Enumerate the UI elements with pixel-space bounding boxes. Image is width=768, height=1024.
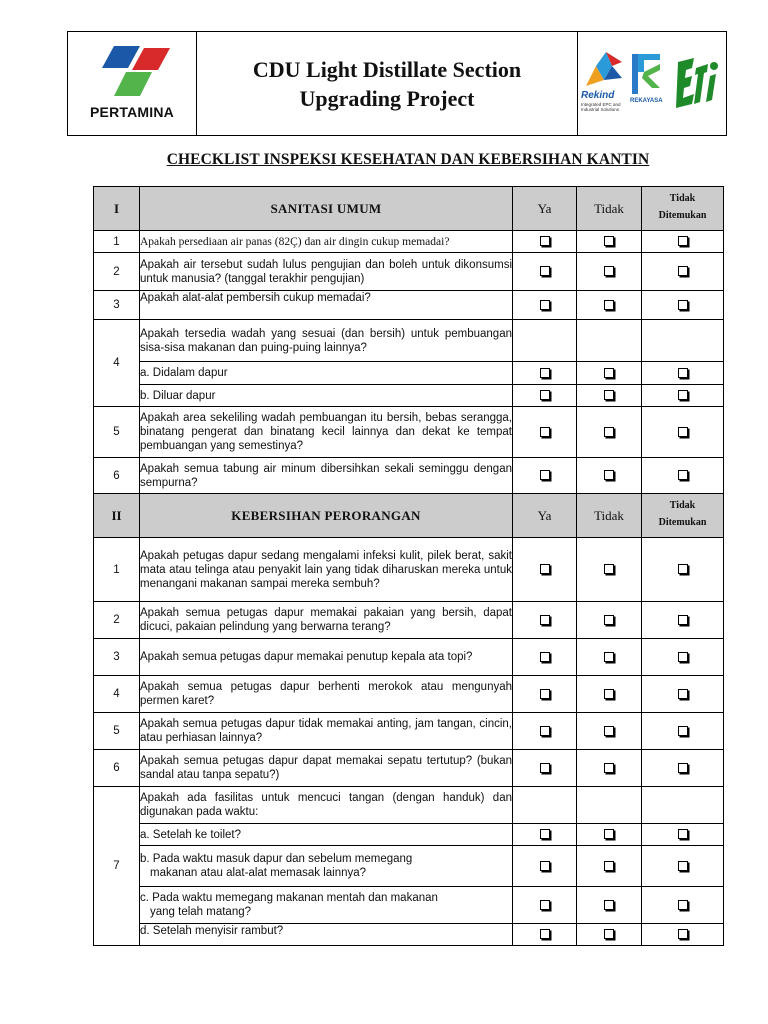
item-subquestion: d. Setelah menyisir rambut? bbox=[140, 924, 513, 946]
column-header-not-found bbox=[642, 494, 724, 538]
table-row bbox=[94, 538, 724, 602]
table-row bbox=[94, 407, 724, 458]
column-header-not-found-line2: Ditemukan bbox=[658, 209, 707, 221]
checkbox-yes[interactable] bbox=[540, 470, 550, 480]
checkbox-yes[interactable] bbox=[540, 652, 550, 662]
table-row bbox=[94, 320, 724, 362]
checkbox-no[interactable] bbox=[604, 689, 614, 699]
section-number: I bbox=[94, 187, 140, 231]
checkbox-not-found[interactable] bbox=[678, 427, 688, 437]
project-title bbox=[197, 32, 577, 135]
checkbox-yes[interactable] bbox=[540, 427, 550, 437]
checkbox-not-found[interactable] bbox=[678, 900, 688, 910]
item-question: Apakah persediaan air panas (82Ç) dan air dingin cukup memadai? bbox=[140, 231, 513, 253]
item-question: Apakah semua petugas dapur memakai pakaian yang bersih, dapat dicuci, pakaian pelindung yang berwarna terang? bbox=[140, 602, 513, 639]
item-number: 5 bbox=[94, 407, 140, 458]
checkbox-not-found[interactable] bbox=[678, 470, 688, 480]
checkbox-not-found[interactable] bbox=[678, 929, 688, 939]
checkbox-yes[interactable] bbox=[540, 300, 550, 310]
item-question: Apakah area sekeliling wadah pembuangan itu bersih, bebas serangga, binatang pengerat dan binatang kecil lainnya dan dekat ke tempat pembuangan yang semestinya? bbox=[140, 407, 513, 458]
item-question: Apakah petugas dapur sedang mengalami infeksi kulit, pilek berat, sakit mata atau telinga atau penyakit lain yang tidak diharuskan mereka untuk menangani makanan sampai mereka sembuh? bbox=[140, 538, 513, 602]
checkbox-yes[interactable] bbox=[540, 861, 550, 871]
item-subquestion bbox=[140, 846, 513, 887]
checkbox-no[interactable] bbox=[604, 615, 614, 625]
table-row bbox=[94, 602, 724, 639]
checkbox-yes[interactable] bbox=[540, 763, 550, 773]
item-subquestion-line2: yang telah matang? bbox=[150, 906, 252, 918]
table-row bbox=[94, 362, 724, 385]
checkbox-no[interactable] bbox=[604, 236, 614, 246]
checkbox-yes[interactable] bbox=[540, 368, 550, 378]
checkbox-no[interactable] bbox=[604, 652, 614, 662]
column-header-yes: Ya bbox=[513, 187, 577, 231]
checkbox-yes[interactable] bbox=[540, 390, 550, 400]
checkbox-not-found[interactable] bbox=[678, 300, 688, 310]
checkbox-not-found[interactable] bbox=[678, 829, 688, 839]
table-row bbox=[94, 824, 724, 846]
pertamina-wordmark: PERTAMINA bbox=[90, 104, 174, 120]
checklist-title: CHECKLIST INSPEKSI KESEHATAN DAN KEBERSIHAN KANTIN bbox=[166, 151, 650, 168]
item-question: Apakah tersedia wadah yang sesuai (dan bersih) untuk pembuangan sisa-sisa makanan dan puing-puing lainnya? bbox=[140, 320, 513, 362]
checkbox-no[interactable] bbox=[604, 900, 614, 910]
checkbox-yes[interactable] bbox=[540, 689, 550, 699]
table-row bbox=[94, 924, 724, 946]
item-question: Apakah semua petugas dapur memakai penutup kepala ata topi? bbox=[140, 639, 513, 676]
section-header-row bbox=[94, 494, 724, 538]
table-row bbox=[94, 787, 724, 824]
project-title-line2: Upgrading Project bbox=[299, 85, 475, 111]
item-subquestion: a. Didalam dapur bbox=[140, 362, 513, 385]
item-number: 2 bbox=[94, 602, 140, 639]
pertamina-logo-icon bbox=[94, 46, 172, 102]
checkbox-no[interactable] bbox=[604, 861, 614, 871]
item-subquestion: b. Diluar dapur bbox=[140, 385, 513, 407]
checkbox-yes[interactable] bbox=[540, 929, 550, 939]
checkbox-no[interactable] bbox=[604, 427, 614, 437]
item-number: 6 bbox=[94, 750, 140, 787]
item-subquestion-line1: b. Pada waktu masuk dapur dan sebelum memegang bbox=[140, 853, 413, 865]
item-subquestion bbox=[140, 887, 513, 924]
checkbox-not-found[interactable] bbox=[678, 564, 688, 574]
item-number: 3 bbox=[94, 639, 140, 676]
table-row bbox=[94, 231, 724, 253]
table-row bbox=[94, 713, 724, 750]
table-row bbox=[94, 253, 724, 291]
checkbox-not-found[interactable] bbox=[678, 689, 688, 699]
column-header-yes: Ya bbox=[513, 494, 577, 538]
checkbox-no[interactable] bbox=[604, 266, 614, 276]
checkbox-not-found[interactable] bbox=[678, 368, 688, 378]
item-subquestion-line2: makanan atau alat-alat memasak lainnya? bbox=[150, 867, 367, 879]
section-title: SANITASI UMUM bbox=[140, 187, 513, 231]
item-number: 4 bbox=[94, 676, 140, 713]
rekind-logo-icon bbox=[582, 52, 626, 88]
table-row bbox=[94, 458, 724, 494]
checkbox-yes[interactable] bbox=[540, 564, 550, 574]
column-header-not-found-line2: Ditemukan bbox=[658, 516, 707, 528]
checkbox-no[interactable] bbox=[604, 929, 614, 939]
item-subquestion: a. Setelah ke toilet? bbox=[140, 824, 513, 846]
checkbox-yes[interactable] bbox=[540, 726, 550, 736]
table-row bbox=[94, 291, 724, 320]
checkbox-yes[interactable] bbox=[540, 236, 550, 246]
checkbox-yes[interactable] bbox=[540, 266, 550, 276]
checkbox-yes[interactable] bbox=[540, 900, 550, 910]
table-row bbox=[94, 887, 724, 924]
column-header-not-found-line1: Tidak bbox=[669, 499, 696, 511]
checkbox-not-found[interactable] bbox=[678, 861, 688, 871]
checkbox-not-found[interactable] bbox=[678, 763, 688, 773]
column-header-no: Tidak bbox=[577, 494, 642, 538]
rekind-wordmark: Rekind bbox=[581, 90, 615, 101]
checkbox-yes[interactable] bbox=[540, 829, 550, 839]
checkbox-no[interactable] bbox=[604, 763, 614, 773]
eti-logo-icon bbox=[674, 54, 722, 110]
item-question: Apakah semua petugas dapur dapat memakai sepatu tertutup? (bukan sandal atau tanpa sepatu?) bbox=[140, 750, 513, 787]
rekayasa-wordmark: REKAYASA bbox=[630, 98, 663, 104]
item-subquestion-line1: c. Pada waktu memegang makanan mentah dan makanan bbox=[140, 892, 438, 904]
table-row bbox=[94, 385, 724, 407]
rekind-tagline: Integrated EPC and Industrial Solutions bbox=[581, 102, 621, 112]
column-header-not-found-line1: Tidak bbox=[669, 192, 696, 204]
section-title: KEBERSIHAN PERORANGAN bbox=[140, 494, 513, 538]
checkbox-no[interactable] bbox=[604, 726, 614, 736]
table-row bbox=[94, 846, 724, 887]
table-row bbox=[94, 639, 724, 676]
item-number: 6 bbox=[94, 458, 140, 494]
checkbox-not-found[interactable] bbox=[678, 615, 688, 625]
checkbox-not-found[interactable] bbox=[678, 726, 688, 736]
section-number: II bbox=[94, 494, 140, 538]
checklist-table bbox=[93, 186, 724, 946]
checkbox-not-found[interactable] bbox=[678, 236, 688, 246]
checkbox-no[interactable] bbox=[604, 564, 614, 574]
rekayasa-logo-icon bbox=[630, 52, 666, 98]
item-number: 5 bbox=[94, 713, 140, 750]
column-header-no: Tidak bbox=[577, 187, 642, 231]
item-question: Apakah alat-alat pembersih cukup memadai? bbox=[140, 291, 513, 320]
item-number: 7 bbox=[94, 787, 140, 946]
checkbox-not-found[interactable] bbox=[678, 652, 688, 662]
project-title-line1: CDU Light Distillate Section bbox=[252, 56, 522, 82]
table-row bbox=[94, 676, 724, 713]
checkbox-no[interactable] bbox=[604, 390, 614, 400]
checkbox-not-found[interactable] bbox=[678, 266, 688, 276]
item-question: Apakah semua tabung air minum dibersihkan sekali seminggu dengan sempurna? bbox=[140, 458, 513, 494]
document-header bbox=[67, 31, 727, 136]
checkbox-yes[interactable] bbox=[540, 615, 550, 625]
section-header-row bbox=[94, 187, 724, 231]
item-question: Apakah semua petugas dapur berhenti merokok atau mengunyah permen karet? bbox=[140, 676, 513, 713]
partner-logos bbox=[577, 32, 726, 135]
item-number: 3 bbox=[94, 291, 140, 320]
checkbox-not-found[interactable] bbox=[678, 390, 688, 400]
checkbox-no[interactable] bbox=[604, 300, 614, 310]
pertamina-logo bbox=[68, 32, 197, 135]
column-header-not-found bbox=[642, 187, 724, 231]
item-number: 4 bbox=[94, 320, 140, 407]
item-number: 2 bbox=[94, 253, 140, 291]
checkbox-no[interactable] bbox=[604, 470, 614, 480]
item-question: Apakah semua petugas dapur tidak memakai anting, jam tangan, cincin, atau perhiasan lainnya? bbox=[140, 713, 513, 750]
item-number: 1 bbox=[94, 231, 140, 253]
item-question: Apakah ada fasilitas untuk mencuci tangan (dengan handuk) dan digunakan pada waktu: bbox=[140, 787, 513, 824]
checkbox-no[interactable] bbox=[604, 368, 614, 378]
table-row bbox=[94, 750, 724, 787]
item-number: 1 bbox=[94, 538, 140, 602]
item-question: Apakah air tersebut sudah lulus pengujian dan boleh untuk dikonsumsi untuk manusia? (tanggal terakhir pengujian) bbox=[140, 253, 513, 291]
checkbox-no[interactable] bbox=[604, 829, 614, 839]
